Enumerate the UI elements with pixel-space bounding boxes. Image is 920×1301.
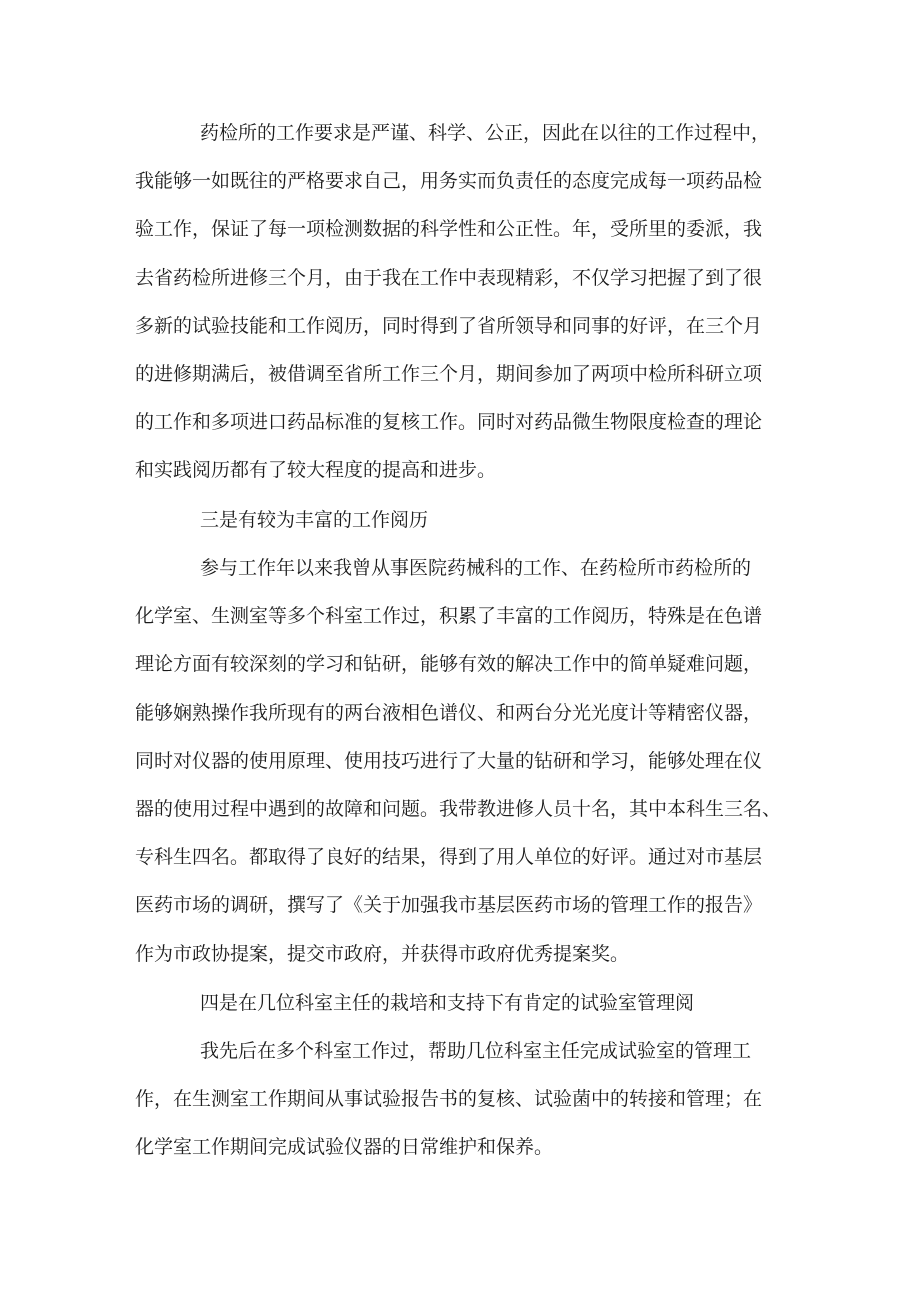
para3-line-3: 化学室工作期间完成试验仪器的日常维护和保养。 bbox=[135, 1136, 554, 1158]
para1-line-3: 验工作，保证了每一项检测数据的科学性和公正性。年，受所里的委派，我 bbox=[135, 218, 763, 240]
para1-line-8: 和实践阅历都有了较大程度的提高和进步。 bbox=[135, 459, 497, 481]
section-heading-3: 三是有较为丰富的工作阅历 bbox=[200, 509, 429, 531]
para2-line-6: 器的使用过程中遇到的故障和问题。我带教进修人员十名，其中本科生三名、 bbox=[135, 798, 782, 820]
para1-line-1: 药检所的工作要求是严谨、科学、公正，因此在以往的工作过程中， bbox=[200, 122, 771, 144]
para1-line-2: 我能够一如既往的严格要求自己，用务实而负责任的态度完成每一项药品检 bbox=[135, 170, 763, 192]
para1-line-6: 的进修期满后，被借调至省所工作三个月，期间参加了两项中检所科研立项 bbox=[135, 363, 763, 385]
para2-line-2: 化学室、生测室等多个科室工作过，积累了丰富的工作阅历，特殊是在色谱 bbox=[135, 605, 763, 627]
para2-line-1: 参与工作年以来我曾从事医院药械科的工作、在药检所市药检所的 bbox=[200, 557, 752, 579]
para3-line-2: 作，在生测室工作期间从事试验报告书的复核、试验菌中的转接和管理；在 bbox=[135, 1088, 763, 1110]
para1-line-4: 去省药检所进修三个月，由于我在工作中表现精彩，不仅学习把握了到了很 bbox=[135, 267, 763, 289]
section-heading-4: 四是在几位科室主任的栽培和支持下有肯定的试验室管理阅 bbox=[200, 992, 695, 1014]
para2-line-7: 专科生四名。都取得了良好的结果，得到了用人单位的好评。通过对市基层 bbox=[135, 846, 763, 868]
para2-line-9: 作为市政协提案，提交市政府，并获得市政府优秀提案奖。 bbox=[135, 943, 630, 965]
para2-line-5: 同时对仪器的使用原理、使用技巧进行了大量的钻研和学习，能够处理在仪 bbox=[135, 750, 763, 772]
para2-line-4: 能够娴熟操作我所现有的两台液相色谱仪、和两台分光光度计等精密仪器， bbox=[135, 702, 763, 724]
para3-line-1: 我先后在多个科室工作过，帮助几位科室主任完成试验室的管理工 bbox=[200, 1040, 752, 1062]
para1-line-7: 的工作和多项进口药品标准的复核工作。同时对药品微生物限度检查的理论 bbox=[135, 411, 763, 433]
para2-line-8: 医药市场的调研，撰写了《关于加强我市基层医药市场的管理工作的报告》 bbox=[135, 894, 763, 916]
para1-line-5: 多新的试验技能和工作阅历，同时得到了省所领导和同事的好评，在三个月 bbox=[135, 315, 763, 337]
para2-line-3: 理论方面有较深刻的学习和钻研，能够有效的解决工作中的简单疑难问题， bbox=[135, 653, 763, 675]
